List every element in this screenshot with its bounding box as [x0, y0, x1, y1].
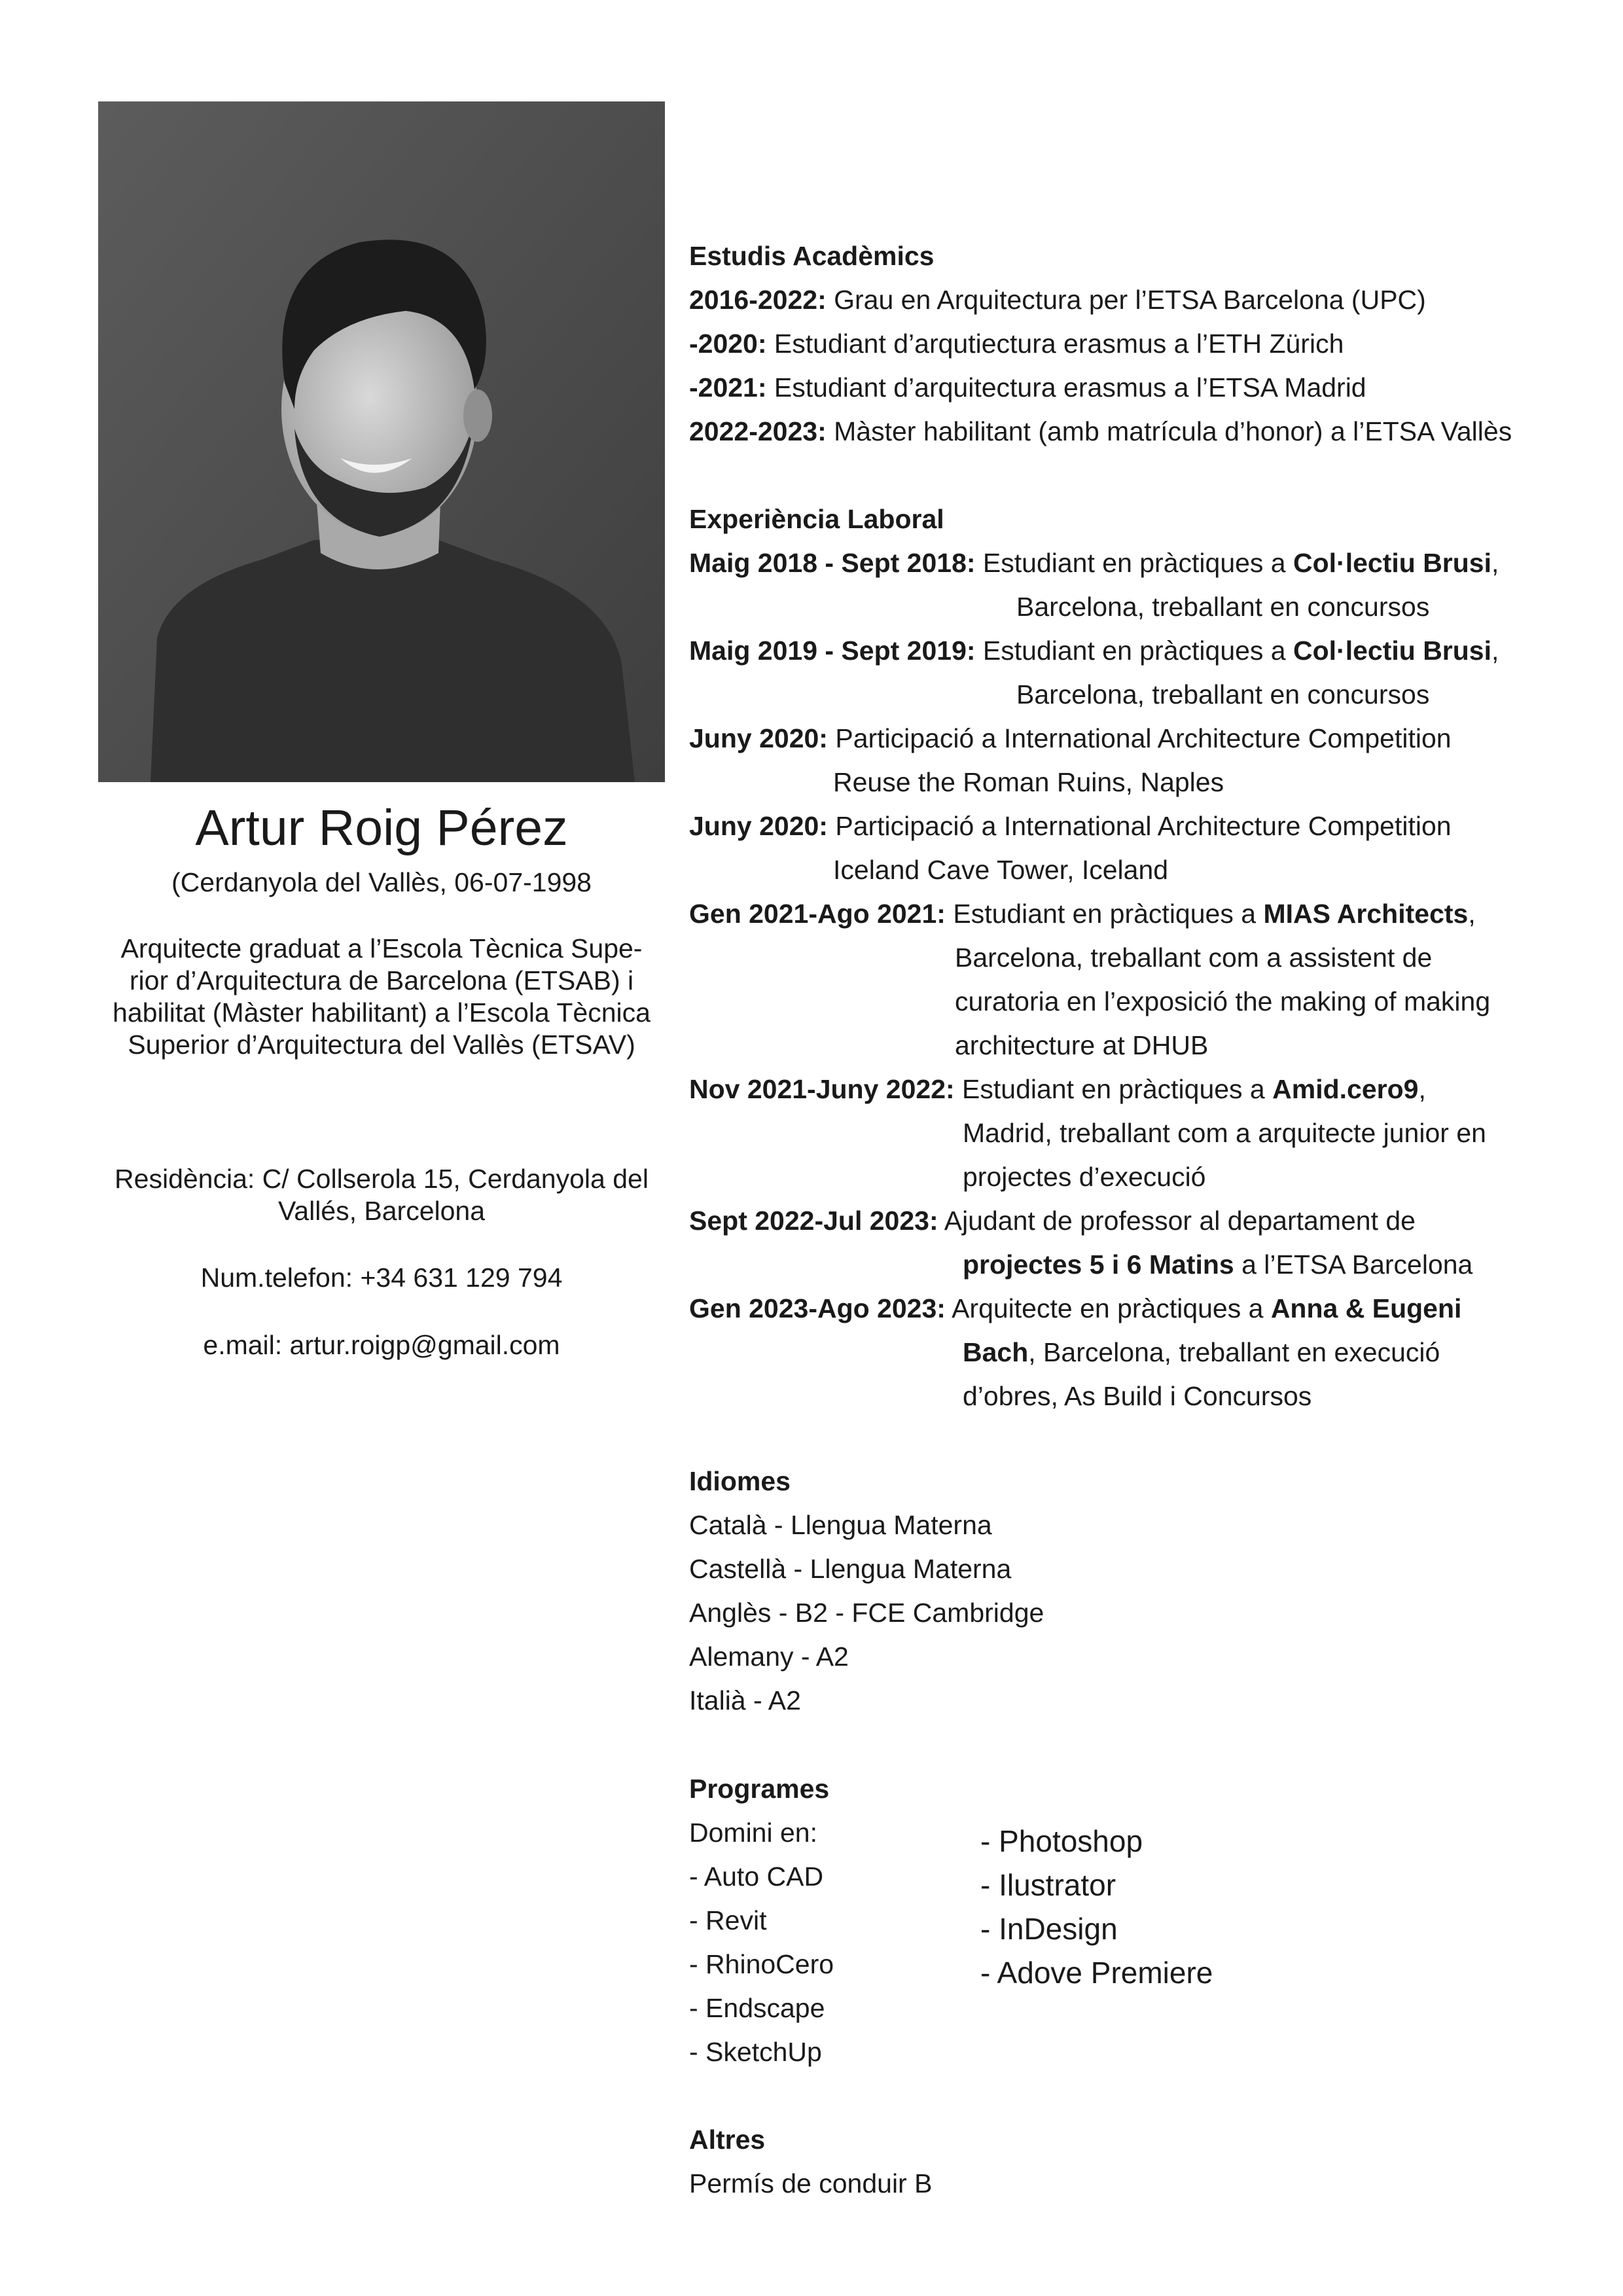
study-item	[689, 410, 1512, 454]
program-item: Domini en:	[689, 1818, 817, 1848]
item-date: -2020:	[689, 329, 767, 359]
item-text: Estudiant en pràctiques a	[975, 636, 1294, 666]
experience-item	[689, 541, 1499, 585]
item-text: Estudiant en pràctiques a	[954, 1074, 1273, 1104]
language-item: Anglès - B2 - FCE Cambridge	[689, 1598, 1044, 1628]
study-item	[689, 322, 1512, 366]
item-text: Estudiant en pràctiques a	[975, 548, 1294, 578]
experience-item	[689, 1287, 1499, 1331]
item-date: Juny 2020:	[689, 723, 828, 753]
description-line: habilitat (Màster habilitant) a l’Escola Tècnica	[113, 997, 651, 1028]
program-item: - Endscape	[689, 1993, 825, 2023]
item-text: a l’ETSA Barcelona	[1234, 1249, 1473, 1280]
program-item: - Adove Premiere	[980, 1956, 1213, 1990]
programs-section	[689, 1767, 834, 2074]
item-date: Nov 2021-Juny 2022:	[689, 1074, 955, 1104]
program-item: - Photoshop	[980, 1824, 1143, 1858]
item-continuation: Barcelona, treballant en concursos	[1016, 592, 1430, 622]
item-text: Estudiant d’arquitectura erasmus a l’ETSA Madrid	[766, 372, 1366, 403]
item-date: Gen 2023-Ago 2023:	[689, 1293, 946, 1323]
item-text: Ajudant de professor al departament de	[938, 1206, 1416, 1236]
experience-item	[689, 804, 1499, 848]
item-punct: ,	[1418, 1074, 1426, 1104]
residence	[98, 1163, 665, 1227]
profile-description	[98, 933, 665, 1061]
program-item: - RhinoCero	[689, 1949, 834, 1979]
item-continuation: curatoria en l’exposició the making of making	[955, 986, 1491, 1016]
study-item	[689, 278, 1512, 322]
item-text: Màster habilitant (amb matrícula d’honor) a l’ETSA Vallès	[826, 416, 1512, 446]
phone-number: Num.telefon: +34 631 129 794	[200, 1263, 563, 1293]
item-continuation	[689, 1243, 1499, 1287]
language-item: Italià - A2	[689, 1685, 801, 1715]
section-title: Programes	[689, 1774, 830, 1804]
company-name: Col·lectiu Brusi	[1293, 636, 1491, 666]
item-date: Maig 2018 - Sept 2018:	[689, 548, 976, 578]
experience-item	[689, 629, 1499, 673]
company-name: Anna & Eugeni	[1270, 1293, 1462, 1323]
experience-item	[689, 717, 1499, 761]
profile-photo	[98, 101, 665, 782]
program-item: - InDesign	[980, 1912, 1118, 1946]
person-name: Artur Roig Pérez	[195, 800, 568, 856]
item-date: Juny 2020:	[689, 811, 828, 841]
item-date: Sept 2022-Jul 2023:	[689, 1206, 938, 1236]
residence-line: Residència: C/ Collserola 15, Cerdanyola del	[115, 1164, 649, 1194]
language-item: Català - Llengua Materna	[689, 1510, 992, 1540]
study-item	[689, 366, 1512, 410]
language-item: Alemany - A2	[689, 1641, 849, 1672]
item-continuation: Madrid, treballant com a arquitecte junior en	[963, 1118, 1486, 1148]
item-text: Participació a International Architecture Competition	[827, 723, 1452, 753]
item-continuation: d’obres, As Build i Concursos	[963, 1381, 1312, 1411]
item-text: Arquitecte en pràctiques a	[945, 1293, 1271, 1323]
section-title: Idiomes	[689, 1466, 791, 1496]
item-date: Gen 2021-Ago 2021:	[689, 899, 946, 929]
item-continuation: Reuse the Roman Ruins, Naples	[833, 767, 1224, 797]
studies-section	[689, 234, 1512, 454]
item-continuation: Barcelona, treballant com a assistent de	[955, 942, 1433, 973]
residence-line: Vallés, Barcelona	[277, 1196, 486, 1226]
item-continuation: projectes d’execució	[963, 1162, 1206, 1192]
description-line: Arquitecte graduat a l’Escola Tècnica Supe-	[120, 933, 643, 963]
program-item: - Revit	[689, 1905, 767, 1935]
item-date: -2021:	[689, 372, 767, 403]
item-text: Estudiant en pràctiques a	[945, 899, 1264, 929]
language-item: Castellà - Llengua Materna	[689, 1554, 1012, 1584]
email-address: e.mail: artur.roigp@gmail.com	[203, 1330, 560, 1360]
company-name: Bach	[963, 1337, 1029, 1367]
item-continuation: architecture at DHUB	[955, 1030, 1209, 1060]
item-continuation: Barcelona, treballant en concursos	[1016, 679, 1430, 709]
item-date: 2022-2023:	[689, 416, 827, 446]
programs-column-2	[980, 1820, 1213, 1995]
experience-item	[689, 892, 1499, 936]
experience-section	[689, 497, 1499, 1418]
experience-item	[689, 1199, 1499, 1243]
section-title: Estudis Acadèmics	[689, 241, 935, 271]
item-continuation: Iceland Cave Tower, Iceland	[833, 855, 1169, 885]
languages-section	[689, 1460, 1044, 1723]
birth-info: (Cerdanyola del Vallès, 06-07-1998	[171, 867, 592, 897]
other-item: Permís de conduir B	[689, 2168, 933, 2198]
description-line: Superior d’Arquitectura del Vallès (ETSAV)	[128, 1030, 635, 1060]
section-title: Experiència Laboral	[689, 504, 944, 534]
company-name: MIAS Architects	[1263, 899, 1469, 929]
program-item: - Ilustrator	[980, 1868, 1116, 1902]
company-name: Amid.cero9	[1272, 1074, 1419, 1104]
item-punct: ,	[1491, 548, 1499, 578]
item-date: Maig 2019 - Sept 2019:	[689, 636, 976, 666]
item-continuation	[689, 1331, 1499, 1374]
item-punct: ,	[1468, 899, 1476, 929]
description-line: rior d’Arquitectura de Barcelona (ETSAB) i	[129, 965, 634, 996]
item-text: Grau en Arquitectura per l’ETSA Barcelona (UPC)	[826, 285, 1426, 315]
program-item: - SketchUp	[689, 2037, 822, 2067]
section-title: Altres	[689, 2125, 766, 2155]
item-text: Estudiant d’arqutiectura erasmus a l’ETH Zürich	[766, 329, 1344, 359]
item-punct: ,	[1491, 636, 1499, 666]
program-item: - Auto CAD	[689, 1861, 824, 1892]
item-text: , Barcelona, treballant en execució	[1028, 1337, 1440, 1367]
item-text: Participació a International Architecture Competition	[827, 811, 1452, 841]
item-date: 2016-2022:	[689, 285, 827, 315]
company-name: Col·lectiu Brusi	[1293, 548, 1491, 578]
experience-item	[689, 1067, 1499, 1111]
others-section	[689, 2118, 932, 2206]
course-name: projectes 5 i 6 Matins	[963, 1249, 1234, 1280]
